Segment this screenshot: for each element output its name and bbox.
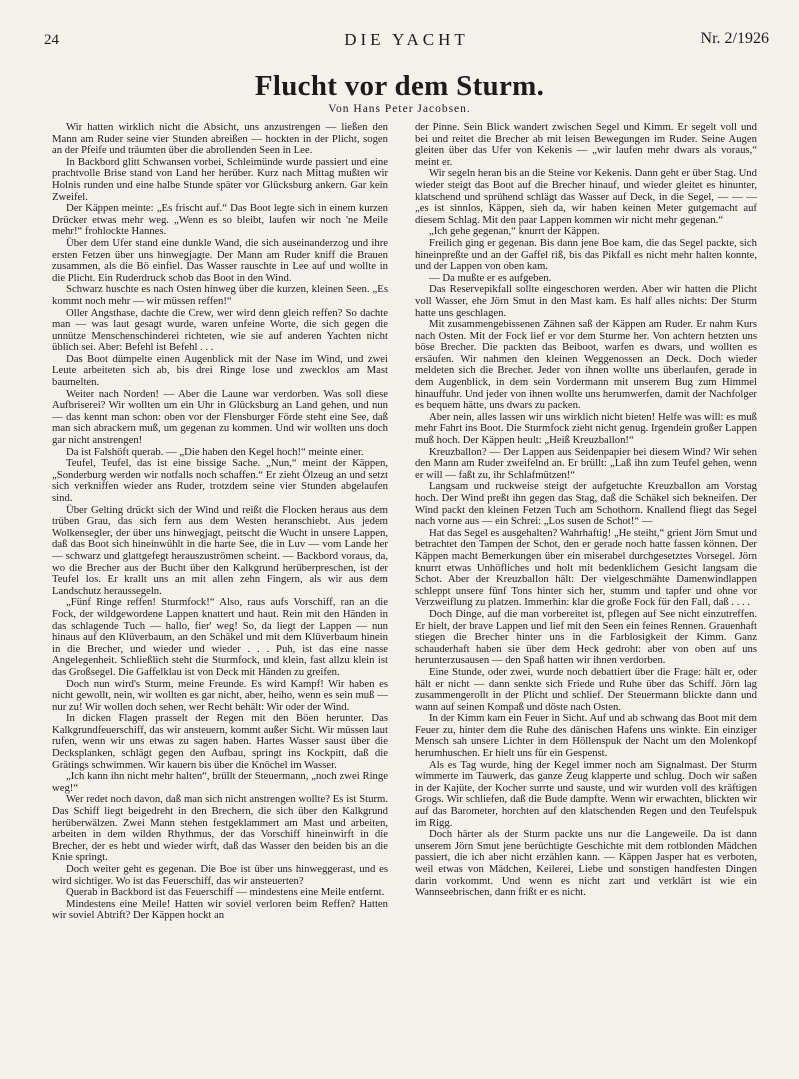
issue-number: Nr. 2/1926 [700,30,769,47]
paragraph: Eine Stunde, oder zwei, wurde noch debattiert über die Frage: hält er, oder hält er nicht — dann senkte sich Friede und Ruhe über das Schiff. Jörn lag zusammengerollt in der Plicht und schlief. Der Steuermann blickte dann und wann auf seinen Kompaß und döste nach Osten. [415,665,757,713]
paragraph: Doch Dinge, auf die man vorbereitet ist, pflegen auf See nicht einzutreffen. Er hielt, der brave Lappen und lief mit den Seen ein feines Rennen. Grauenhaft stiegen die Brecher hinter uns in die Farblosigkeit der Kimm. Ganz schauderhaft haben sie über dem Heck gedroht: aber von oben auf uns herunterzusausen — den Spaß hatten wir ihnen verdorben. [415,607,757,667]
paragraph: Mindestens eine Meile! Hatten wir soviel verloren beim Reffen? Hatten wir soviel Abtrift? Der Käppen hockt an [52,897,388,922]
paragraph: Doch weiter geht es gegenan. Die Boe ist über uns hinweggerast, und es wird sichtiger. Wo ist das Feuerschiff, das wir ansteuerten? [52,863,388,887]
paragraph: Freilich ging er gegenan. Bis dann jene Boe kam, die das Segel packte, sich hineinpreßte und an der Gaffel riß, bis das Pikfall es nicht mehr halten konnte, und der Lappen von oben kam. [415,236,757,273]
paragraph: „Ich gehe gegenan,“ knurrt der Käppen. [429,225,600,238]
paragraph: Das Boot dümpelte einen Augenblick mit der Nase im Wind, und zwei Leute arbeiteten sich ab, bis drei Ringe lose und zwecklos am Mast baumelten. [52,352,388,389]
article-byline: Von Hans Peter Jacobsen. [328,103,471,115]
paragraph: „Fünf Ringe reffen! Sturmfock!“ Also, raus aufs Vorschiff, ran an die Fock, der wildgewordene Lappen knattert und haut. Rein mit den Händen in das schlagende Tuch — hallo, fier' weg! So, da liegt der Lappen — nun hinaus auf den Klüverbaum, an den Schäkel und mit dem Klüverbaum hinein in die Brecher, und wieder und wieder . . . Puh, ist das eine nasse Angelegenheit. Schließlich steht die Sturmfock, und klein, fast allzu klein ist das Großsegel. Die Gaffelklau ist von Deck mit Händen zu greifen. [52,596,388,678]
paragraph: Schwarz huschte es nach Osten hinweg über die kurzen, kleinen Seen. „Es kommt noch mehr — wir müssen reffen!“ [52,283,388,307]
article-title: Flucht vor dem Sturm. [254,70,545,102]
paragraph: Wir hatten wirklich nicht die Absicht, uns anzustrengen — ließen den Mann am Ruder seine vier Stunden abreißen — hockten in der Plicht, sogen an der Pfeife und träumten über die abrollenden Seen in Lee. [52,122,388,157]
paragraph: Da ist Falshöft querab. — „Die haben den Kegel hoch!“ meinte einer. [66,445,364,458]
paragraph: Kreuzballon? — Der Lappen aus Seidenpapier bei diesem Wind? Wir sehen den Mann am Ruder zweifelnd an. Er brüllt: „Laß ihn zum Teufel gehen, wenn er will — faßt zu, ihr Schlafmützen!“ [415,445,757,481]
paragraph: Doch härter als der Sturm packte uns nur die Langeweile. Da ist dann unserem Jörn Smut jene berüchtigte Geschichte mit dem rotblonden Mädchen passiert, die ich aber nicht erzählen kann. — Käppen Jasper hat es verboten, weil etwas von Mädchen, Keilerei, Liebe und sonstigen handfesten Dingen darin vorkommt. Und wenn es nicht zart und verklärt ist wie ein Wannseebrischen, dann frißt er es nicht. [415,828,757,899]
paragraph: Doch nun wird's Sturm, meine Freunde. Es wird Kampf! Wir haben es nicht gewollt, nein, wir wollten es gar nicht, aber, heiho, wenn es sein muß — nur zu! Wir wollen doch sehen, wer Recht behält: Wir oder der Wind. [52,677,388,713]
paragraph: Weiter nach Norden! — Aber die Laune war verdorben. Was soll diese Aufbriserei? Wir wollten um ein Uhr in Glücksburg an Land gehen, und nun — das kennt man schon: oben vor der Flensburger Förde steht eine See, daß man sich abrackern muß, um gegenan zu kommen. Und wir wollten uns doch gar nicht anstrengen! [52,387,388,447]
paragraph: Langsam und ruckweise steigt der aufgetuchte Kreuzballon am Vorstag hoch. Der Wind preßt ihn gegen das Stag, daß die Schäkel sich bekneifen. Der Wind packt den kleinen Fetzen Tuch am Schothorn. Knallend fliegt das Segel nach vorne aus — ein Schrei: „Los susen de Schot!“ — [415,480,757,528]
paragraph: Aber nein, alles lassen wir uns wirklich nicht bieten! Helfe was will: es muß mehr Fahrt ins Boot. Die Sturmfock zieht nicht genug. Irgendein großer Lappen muß hoch. Der Käppen heult: „Heiß Kreuzballon!“ [415,410,757,447]
paragraph: „Ich kann ihn nicht mehr halten“, brüllt der Steuermann, „noch zwei Ringe weg!“ [52,770,388,794]
left-text-column [52,122,388,1062]
paragraph: In der Kimm kam ein Feuer in Sicht. Auf und ab schwang das Boot mit dem Feuer zu, hinter dem die Ruhe des dänischen Hafens uns winkte. Ein einziger Mensch sah unsere Lichter in dem Höllenspuk der Nacht um den Molenkopf herumhuschen. Er hielt uns für ein Gespenst. [415,712,757,760]
paragraph: Oller Angsthase, dachte die Crew, wer wird denn gleich reffen? So dachte man — was laut gesagt wurde, waren unfeine Worte, die sich gegen die unnütze Menschenschinderei richteten, wie sie auf anderen Yachten nicht üblich sei. Aber: Befehl ist Befehl . . . [52,306,388,354]
paragraph: Hat das Segel es ausgehalten? Wahrhaftig! „He steiht,“ grient Jörn Smut und betrachtet den Tampen der Schot, den er gerade noch hatte fassen können. Der Käppen macht Bemerkungen über ein miserabel durchgesetztes Vorsegel. Jörn knurrt etwas Unhöfliches und holt mit bedenklichem Gesicht langsam die Schot. Aber der Kreuzballon hält: Der vielgeschmähte Damenwindlappen schleppt unsere fünf Tons hinter sich her, stumm und tapfer und ohne vor Verzweiflung zu platzen. Immerhin: klar die große Fock für den Fall, daß . . . . [415,526,757,609]
paragraph: Der Käppen meinte: „Es frischt auf.“ Das Boot legte sich in einem kurzen Drücker etwas mehr weg. „Wenn es so bleibt, laufen wir noch 'ne Meile mehr!“ frohlockte Hannes. [52,202,388,238]
paragraph: Wir segeln heran bis an die Steine vor Kekenis. Dann geht er über Stag. Und wieder steigt das Boot auf die Brecher hinauf, und wieder gleitet es hinunter, klatschend und sprühend schlägt das Wasser auf Deck, in die Segel, — — — „es ist sinnlos, Käppen, sieh da, wir haben keinen Meter gutgemacht auf diesem Schlag. Mit den paar Lappen kommen wir nicht mehr gegenan.“ [415,167,757,226]
paragraph: der Pinne. Sein Blick wandert zwischen Segel und Kimm. Er segelt voll und bei und reitet die Brecher ab mit leisen Bewegungen im Ruder. Seine Augen gleiten über das Ufer von Kekenis — „wir laufen mehr dwars als voraus,“ meint er. [415,122,757,168]
page-header [44,30,769,52]
paragraph: Über Gelting drückt sich der Wind und reißt die Flocken heraus aus dem trüben Grau, das sich fern aus dem Westen heranschiebt. Aus jedem Wolkensegler, der über uns hinwegjagt, peitscht die Wucht in unsere Lappen, daß das Boot sich hineinwühlt in die harte See, die in Luv — vom Lande her — schwarz und glattgefegt herauszuströmen scheint. — Backbord voraus, da, wo die Brecher aus der Bucht über den Kalkgrund herüberpreschen, ist der Teufel los. Er krallt uns an mit allen zehn Fingern, als wir aus dem Landschutz heraussegeln. [52,503,388,597]
page-number: 24 [44,32,59,48]
right-text-column [415,122,757,1062]
paragraph: Teufel, Teufel, das ist eine bissige Sache. „Nun,“ meint der Käppen, „Sonderburg werden wir notfalls noch schaffen.“ Er zieht Ölzeug an und setzt sich verkniffen wieder ans Ruder, trotzdem seine vier Stunden abgelaufen sind. [52,457,388,504]
magazine-title: DIE YACHT [344,30,469,49]
paragraph: Über dem Ufer stand eine dunkle Wand, die sich auseinanderzog und ihre ersten Fetzen über uns hinwegjagte. Der Mann am Ruder kniff die Brauen zusammen, als die Bö einfiel. Das Wasser rauschte in Lee auf und wollte in die Plicht. Ein Ruderdruck schob das Boot in den Wind. [52,236,388,284]
paragraph: In dicken Flagen prasselt der Regen mit den Böen herunter. Das Kalkgrundfeuerschiff, das wir ansteuern, kommt außer Sicht. Wir müssen laut rufen, wenn wir uns etwas zu sagen haben. Hartes Wasser saust über die Decksplanken, schlägt gegen den Aufbau, springt ins Kockpitt, daß die Grätings schwimmen. Wir kauern bis über die Knöchel im Wasser. [52,712,388,771]
paragraph: In Backbord glitt Schwansen vorbei, Schleimünde wurde passiert und eine prachtvolle Brise stand von Land her herüber. Kurz nach Mittag mußten wir Holnis runden und eine halbe Stunde später vor Glücksburg ankern. Gar kein Zweifel. [52,155,388,203]
paragraph: Wer redet noch davon, daß man sich nicht anstrengen wollte? Es ist Sturm. Das Schiff liegt beigedreht in den Brechern, die sich über den Kalkgrund herüberwälzen. Zwei Mann stehen festgeklammert am Mast und arbeiten, arbeiten in dem wilden Rhythmus, der das Vorschiff hineinwirft in die Brecher, der es hebt und wieder wirft, daß das Wasser den beiden bis an die Knie springt. [52,793,388,864]
paragraph: Querab in Backbord ist das Feuerschiff — mindestens eine Meile entfernt. [66,886,385,899]
paragraph: Als es Tag wurde, hing der Kegel immer noch am Signalmast. Der Sturm wimmerte im Tauwerk, das ganze Zeug klapperte und schlug. Doch wir saßen in der Kajüte, der Kocher surrte und sauste, und wir wurden voll des kräftigen Grogs. Wir schliefen, daß die Bude dampfte. Wenn wir erwachten, blickten wir auf das Barometer, horchten auf den klatschenden Regen und den Teufelspuk im Rigg. [415,758,757,829]
paragraph: — Da mußte er es aufgeben. [429,271,552,284]
paragraph: Das Reservepikfall sollte eingeschoren werden. Aber wir hatten die Plicht voll Wasser, ehe Jörn Smut in den Mast kam. Es half alles nichts: Der Sturm hatte uns geschlagen. [415,283,757,319]
paragraph: Mit zusammengebissenen Zähnen saß der Käppen am Ruder. Er nahm Kurs nach Osten. Mit der Fock lief er vor dem Sturme her. Von achtern hetzten uns böse Brecher. Die packten das Beiboot, warfen es dwars, und wollten es ersäufen. Wir nahmen den kleinen Weggenossen an Deck. Doch wieder meldeten sich die Brecher. Jeder von ihnen wollte uns überlaufen, gerade in dem Augenblick, in dem sein Vordermann mit unserem Bug zum Himmel hinauffuhr. Und jeder von ihnen wollte uns herumwerfen, damit der Nachfolger es bequem hätte, uns dwars zu packen. [415,318,757,412]
